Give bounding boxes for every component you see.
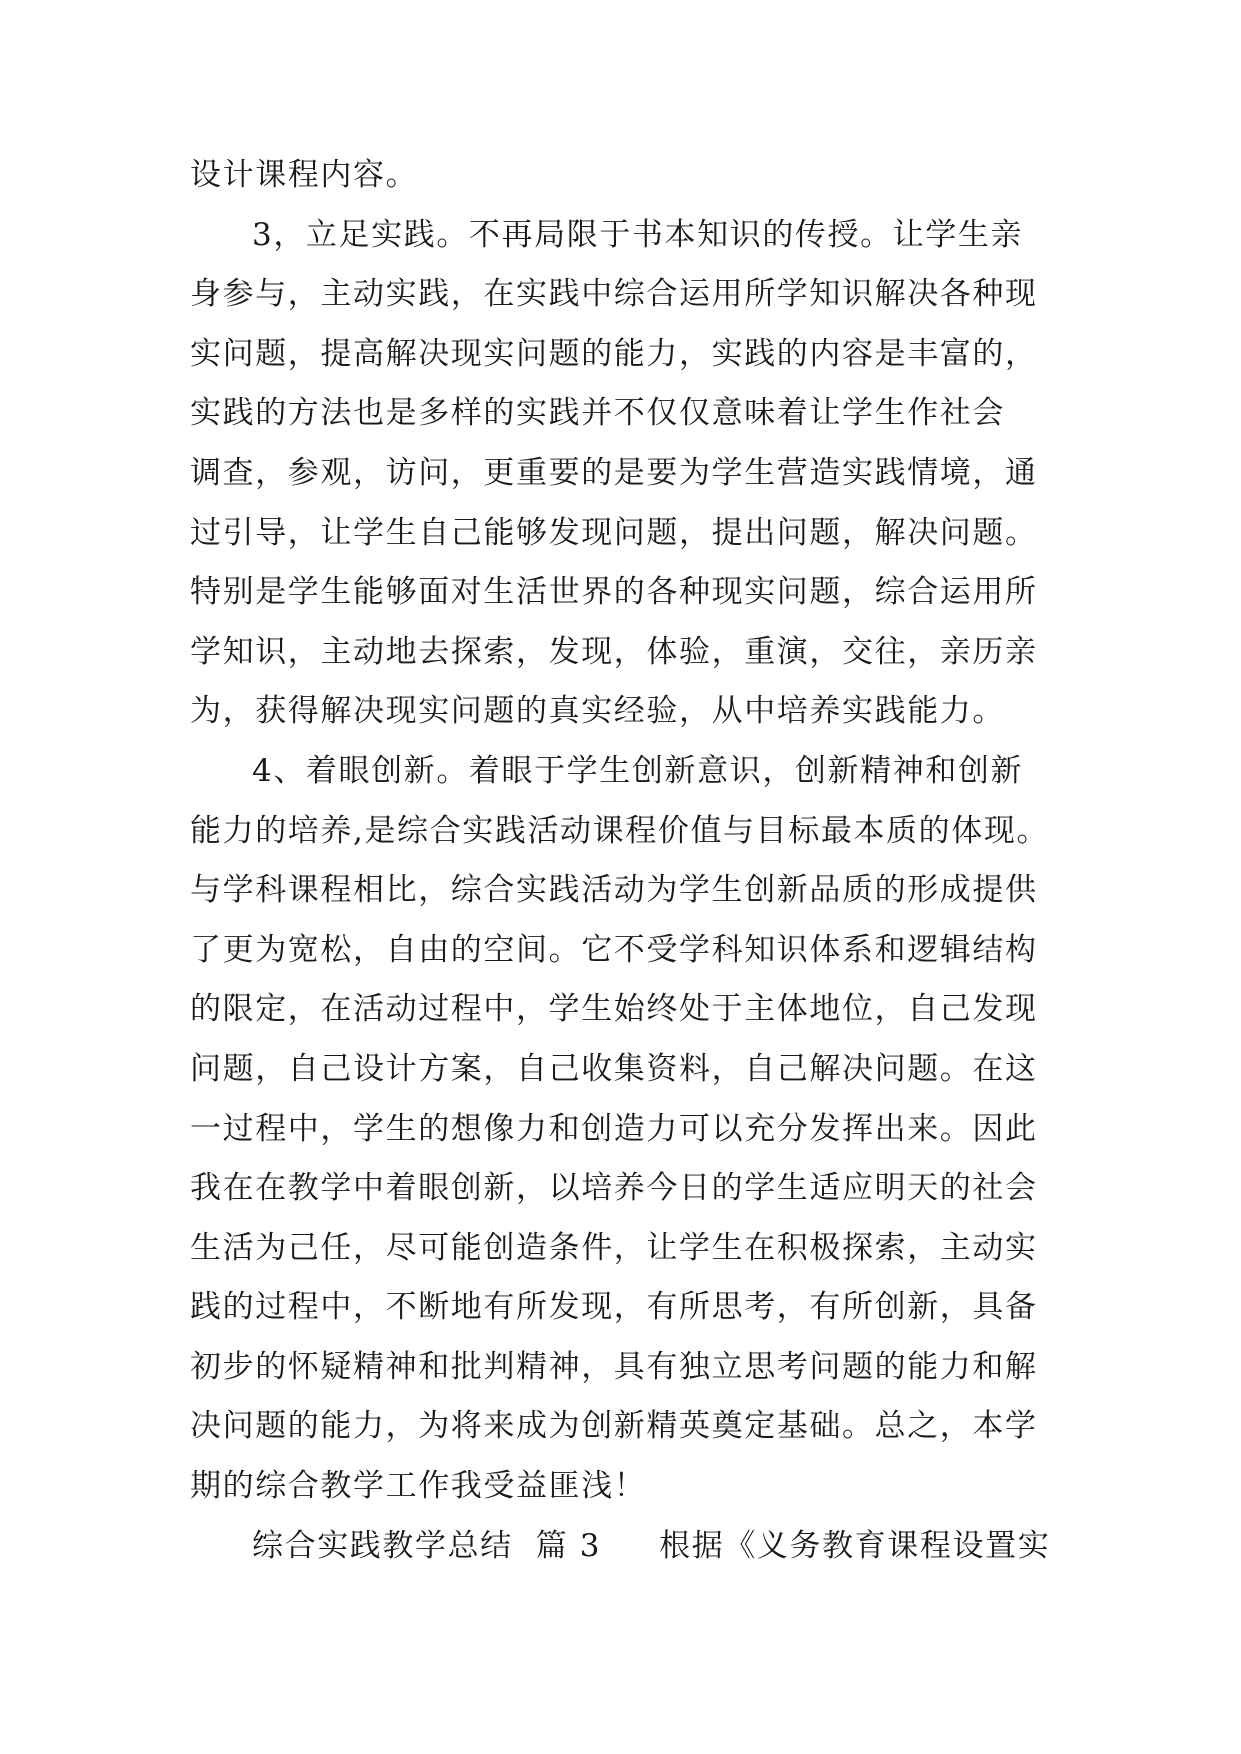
- text-line: 一过程中，学生的想像力和创造力可以充分发挥出来。因此: [190, 1110, 1038, 1147]
- text-line: 决问题的能力，为将来成为创新精英奠定基础。总之，本学: [190, 1408, 1038, 1445]
- section-text-start: 根据《义务教育课程设置实: [659, 1527, 1051, 1564]
- text-line: 初步的怀疑精神和批判精神，具有独立思考问题的能力和解: [190, 1348, 1038, 1385]
- document-body: [190, 146, 1050, 1576]
- text-line: 设计课程内容。: [190, 157, 419, 193]
- text-line: 与学科课程相比，综合实践活动为学生创新品质的形成提供: [190, 872, 1038, 909]
- paragraph-point-3: [190, 206, 1050, 742]
- text-line: 过引导，让学生自己能够发现问题，提出问题，解决问题。: [190, 514, 1038, 551]
- text-line: 了更为宽松，自由的空间。它不受学科知识体系和逻辑结构: [190, 931, 1038, 968]
- text-line: 特别是学生能够面对生活世界的各种现实问题，综合运用所: [190, 574, 1038, 611]
- text-line: 能力的培养,是综合实践活动课程价值与目标最本质的体现。: [190, 812, 1050, 849]
- text-line: 践的过程中，不断地有所发现，有所思考，有所创新，具备: [190, 1289, 1038, 1326]
- text-line: 问题，自己设计方案，自己收集资料，自己解决问题。在这: [190, 1050, 1038, 1087]
- text-line: 学知识，主动地去探索，发现，体验，重演，交往，亲历亲: [190, 633, 1038, 670]
- text-line: 实践的方法也是多样的实践并不仅仅意味着让学生作社会: [190, 395, 1005, 432]
- section-title: 综合实践教学总结 篇 3: [252, 1527, 602, 1564]
- paragraph-point-4: [190, 742, 1050, 1517]
- section-heading-line: [190, 1517, 1050, 1577]
- text-line: 为，获得解决现实问题的真实经验，从中培养实践能力。: [190, 693, 1005, 730]
- continuation-paragraph: [190, 146, 1050, 206]
- text-line: 调查，参观，访问，更重要的是要为学生营造实践情境，通: [190, 454, 1038, 491]
- text-line: 期的综合教学工作我受益匪浅！: [190, 1468, 647, 1505]
- text-line: 身参与，主动实践，在实践中综合运用所学知识解决各种现: [190, 276, 1038, 313]
- text-line: 的限定，在活动过程中，学生始终处于主体地位，自己发现: [190, 991, 1038, 1028]
- text-line: 3，立足实践。不再局限于书本知识的传授。让学生亲: [252, 216, 1024, 253]
- text-line: 4、着眼创新。着眼于学生创新意识，创新精神和创新: [252, 752, 1024, 789]
- text-line: 生活为己任，尽可能创造条件，让学生在积极探索，主动实: [190, 1229, 1038, 1266]
- text-line: 实问题，提高解决现实问题的能力，实践的内容是丰富的，: [190, 335, 1038, 372]
- text-line: 我在在教学中着眼创新，以培养今日的学生适应明天的社会: [190, 1170, 1038, 1207]
